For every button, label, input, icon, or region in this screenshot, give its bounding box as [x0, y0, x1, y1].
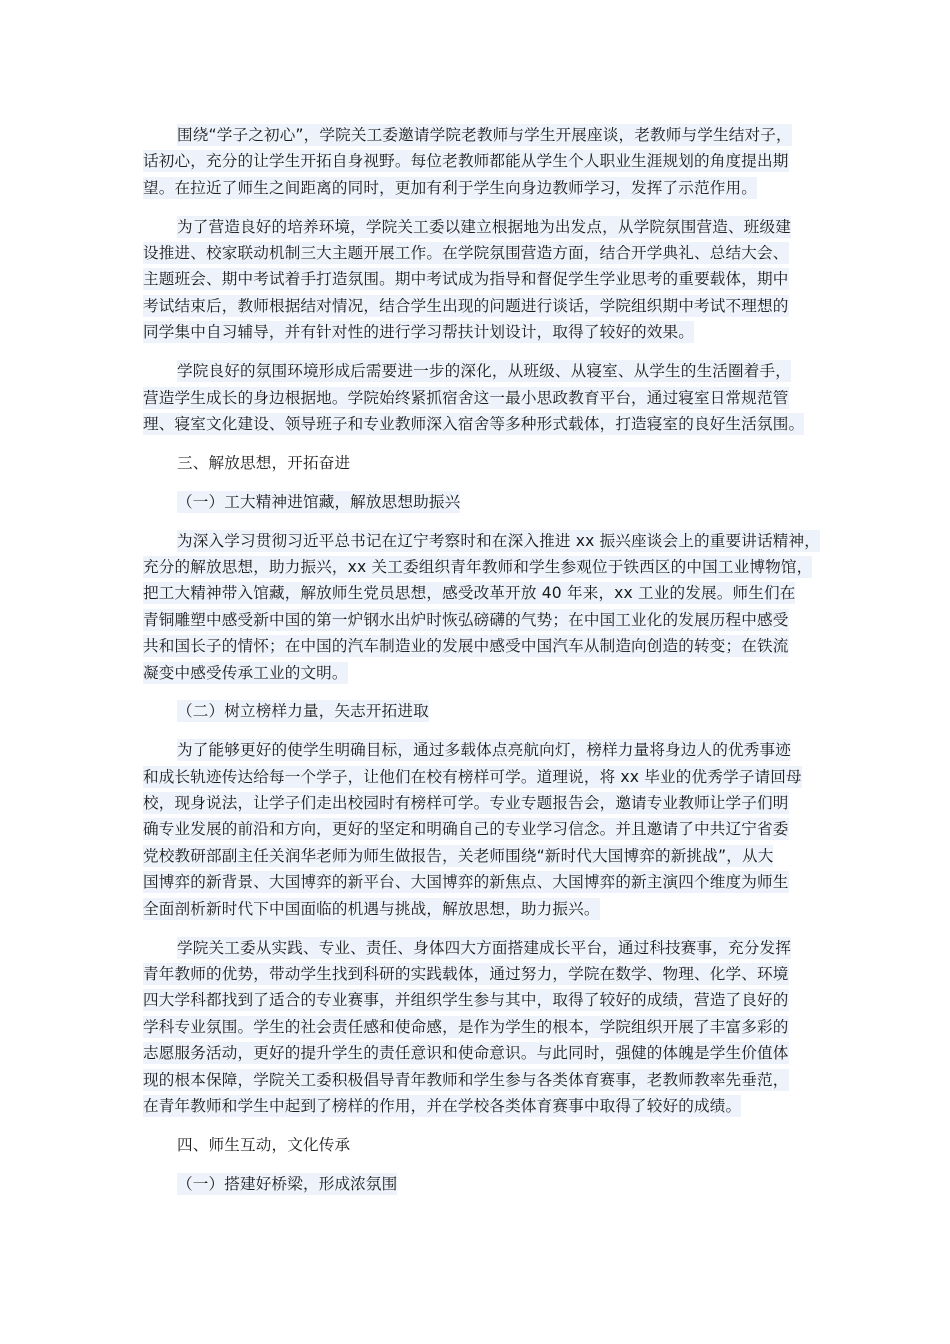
text-line: 全面剖析新时代下中国面临的机遇与挑战，解放思想，助力振兴。	[143, 899, 600, 918]
paragraph-6	[143, 935, 818, 1120]
text-line: 志愿服务活动，更好的提升学生的责任意识和使命意识。与此同时，强健的体魄是学生价值体	[143, 1044, 789, 1063]
heading-text: 三、解放思想，开拓奋进	[177, 453, 351, 472]
text-line: 考试结束后，教师根据结对情况，结合学生出现的问题进行谈话，学院组织期中考试不理想的	[143, 296, 789, 315]
heading-text: （一）搭建好桥梁，形成浓氛围	[177, 1174, 398, 1193]
text-line: 学科专业氛围。学生的社会责任感和使命感，是作为学生的根本，学院组织开展了丰富多彩的	[143, 1017, 789, 1036]
text-line: 同学集中自习辅导，并有针对性的进行学习帮扶计划设计，取得了较好的效果。	[143, 323, 695, 342]
text-line: 为了能够更好的使学生明确目标，通过多载体点亮航向灯，榜样力量将身边人的优秀事迹	[177, 741, 792, 760]
text-line: 为了营造良好的培养环境，学院关工委以建立根据地为出发点，从学院氛围营造、班级建	[177, 217, 792, 236]
text-line: 营造学生成长的身边根据地。学院始终紧抓宿舍这一最小思政教育平台，通过寝室日常规范管	[143, 388, 789, 407]
text-line: 和成长轨迹传达给每一个学子，让他们在校有榜样可学。道理说，将 xx 毕业的优秀学子请回母	[143, 767, 802, 786]
heading-text: （二）树立榜样力量，矢志开拓进取	[177, 702, 429, 721]
text-line: 学院关工委从实践、专业、责任、身体四大方面搭建成长平台，通过科技赛事，充分发挥	[177, 938, 792, 957]
text-line: 校，现身说法，让学子们走出校园时有榜样可学。专业专题报告会，邀请专业教师让学子们明	[143, 794, 789, 813]
paragraph-2	[143, 214, 818, 346]
paragraph-5	[143, 737, 818, 922]
section-heading-3	[143, 450, 818, 476]
paragraph-1	[143, 122, 818, 201]
text-line: 围绕“学子之初心”，学院关工委邀请学院老教师与学生开展座谈，老教师与学生结对子，	[177, 126, 792, 144]
heading-text: 四、师生互动，文化传承	[177, 1135, 351, 1154]
subsection-heading-4-1	[143, 1171, 818, 1197]
text-line: 把工大精神带入馆藏，解放师生党员思想，感受改革开放 40 年来，xx 工业的发展。师生们在	[143, 584, 796, 603]
text-line: 主题班会、期中考试着手打造氛围。期中考试成为指导和督促学生学业思考的重要载体，期中	[143, 270, 789, 289]
document-body	[143, 122, 818, 1197]
text-line: 充分的解放思想，助力振兴，xx 关工委组织青年教师和学生参观位于铁西区的中国工业博物馆，	[143, 557, 813, 576]
text-line: 话初心，充分的让学生开拓自身视野。每位老教师都能从学生个人职业生涯规划的角度提出期	[143, 152, 789, 171]
paragraph-4	[143, 528, 818, 686]
text-line: 青年教师的优势，带动学生找到科研的实践载体，通过努力，学院在数学、物理、化学、环境	[143, 964, 789, 983]
text-line: 理、寝室文化建设、领导班子和专业教师深入宿舍等多种形式载体，打造寝室的良好生活氛围。	[143, 414, 805, 433]
text-line: 现的根本保障，学院关工委积极倡导青年教师和学生参与各类体育赛事，老教师教率先垂范，	[143, 1070, 789, 1089]
section-heading-4	[143, 1132, 818, 1158]
subsection-heading-3-1	[143, 489, 818, 515]
text-line: 四大学科都找到了适合的专业赛事，并组织学生参与其中，取得了较好的成绩，营造了良好的	[143, 991, 789, 1010]
subsection-heading-3-2	[143, 698, 818, 724]
text-line: 确专业发展的前沿和方向，更好的坚定和明确自己的专业学习信念。并且邀请了中共辽宁省委	[143, 820, 789, 839]
text-line: 凝变中感受传承工业的文明。	[143, 663, 348, 682]
text-line: 共和国长子的情怀；在中国的汽车制造业的发展中感受中国汽车从制造向创造的转变；在铁流	[143, 637, 789, 656]
text-line: 为深入学习贯彻习近平总书记在辽宁考察时和在深入推进 xx 振兴座谈会上的重要讲话精神，	[177, 531, 820, 550]
text-line: 望。在拉近了师生之间距离的同时，更加有利于学生向身边教师学习，发挥了示范作用。	[143, 178, 758, 197]
text-line: 设推进、校家联动机制三大主题开展工作。在学院氛围营造方面，结合开学典礼、总结大会、	[143, 244, 789, 263]
paragraph-3	[143, 358, 818, 437]
text-line: 学院良好的氛围环境形成后需要进一步的深化，从班级、从寝室、从学生的生活圈着手，	[177, 362, 792, 381]
text-line: 国博弈的新背景、大国博弈的新平台、大国博弈的新焦点、大国博弈的新主演四个维度为师生	[143, 873, 789, 892]
text-line: 青铜雕塑中感受新中国的第一炉钢水出炉时恢弘磅礴的气势；在中国工业化的发展历程中感受	[143, 610, 789, 629]
heading-text: （一）工大精神进馆藏，解放思想助振兴	[177, 492, 461, 511]
text-line: 在青年教师和学生中起到了榜样的作用，并在学校各类体育赛事中取得了较好的成绩。	[143, 1096, 742, 1115]
text-line: 党校教研部副主任关润华老师为师生做报告，关老师围绕“新时代大国博弈的新挑战”，从大	[143, 846, 774, 865]
